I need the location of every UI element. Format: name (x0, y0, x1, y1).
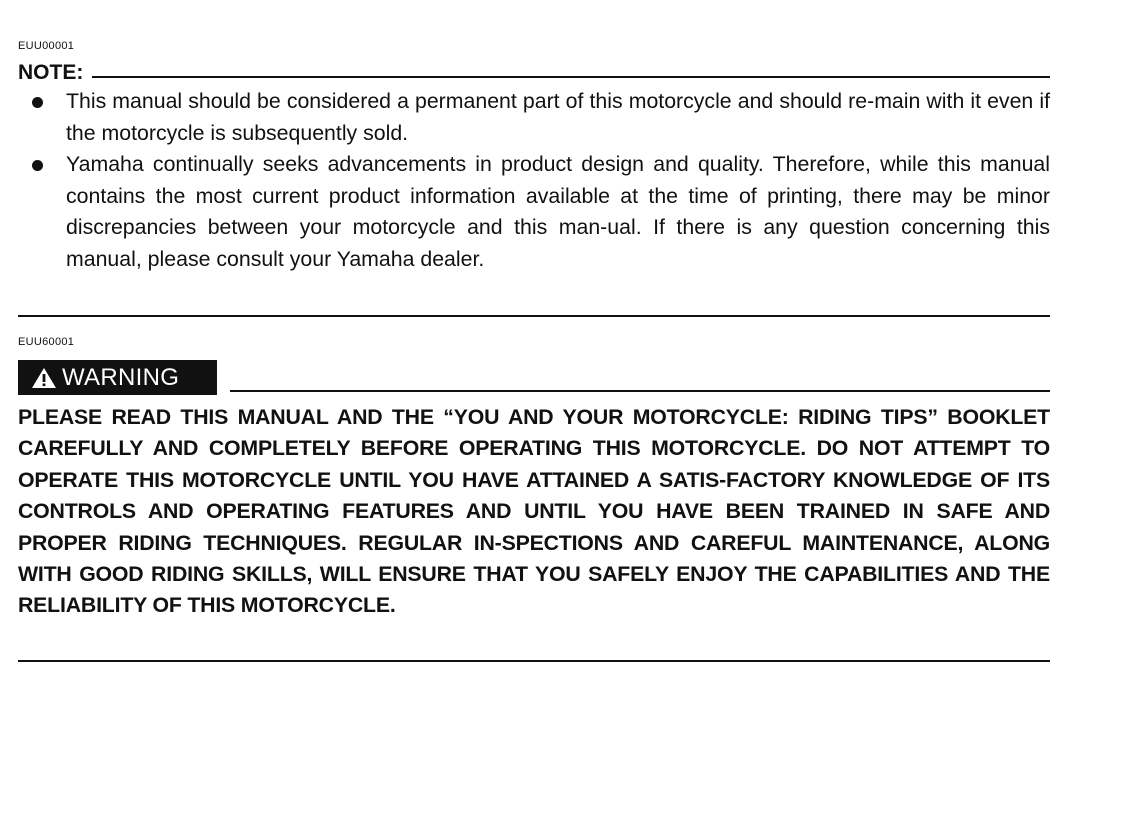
note-list-item (0, 86, 1050, 149)
note-list-item (0, 149, 1050, 275)
note-section-bottom-rule (18, 315, 1050, 317)
note-item-text: Yamaha continually seeks advancements in product design and quality. Therefore, while this manual contains the most current product information available at the time of printing, there may be minor discrepancies between your motorcycle and this man-ual. If there is any question concerning this manual, please consult your Yamaha dealer. (66, 152, 1050, 271)
warning-badge (18, 360, 217, 395)
bullet-icon (32, 160, 43, 171)
warning-heading-rule (230, 390, 1050, 392)
warning-triangle-icon (31, 367, 57, 389)
note-heading-row (18, 60, 1050, 86)
warning-badge-label: WARNING (62, 364, 180, 391)
bullet-icon (32, 97, 43, 108)
warning-section-code: EUU60001 (18, 336, 75, 348)
note-heading: NOTE: (18, 61, 84, 84)
warning-body-text: PLEASE READ THIS MANUAL AND THE “YOU AND YOUR MOTORCYCLE: RIDING TIPS” BOOKLET CAREFULLY AND COMPLETELY BEFORE OPERATING THIS MOTORCYCLE. DO NOT ATTEMPT TO OPERATE THIS MOTORCYCLE UNTIL YOU HAVE ATTAINED A SATIS-FACTORY KNOWLEDGE OF ITS CONTROLS AND OPERATING FEATURES AND UNTIL YOU HAVE BEEN TRAINED IN SAFE AND PROPER RIDING TECHNIQUES. REGULAR IN-SPECTIONS AND CAREFUL MAINTENANCE, ALONG WITH GOOD RIDING SKILLS, WILL ENSURE THAT YOU SAFELY ENJOY THE CAPABILITIES AND THE RELIABILITY OF THIS MOTORCYCLE. (18, 405, 1050, 618)
note-item-text: This manual should be considered a permanent part of this motorcycle and should re-main with it even if the motorcycle is subsequently sold. (66, 89, 1050, 145)
note-section-code: EUU00001 (18, 40, 75, 52)
note-heading-rule (92, 76, 1050, 78)
note-list (0, 86, 1050, 275)
warning-section-bottom-rule (18, 660, 1050, 662)
